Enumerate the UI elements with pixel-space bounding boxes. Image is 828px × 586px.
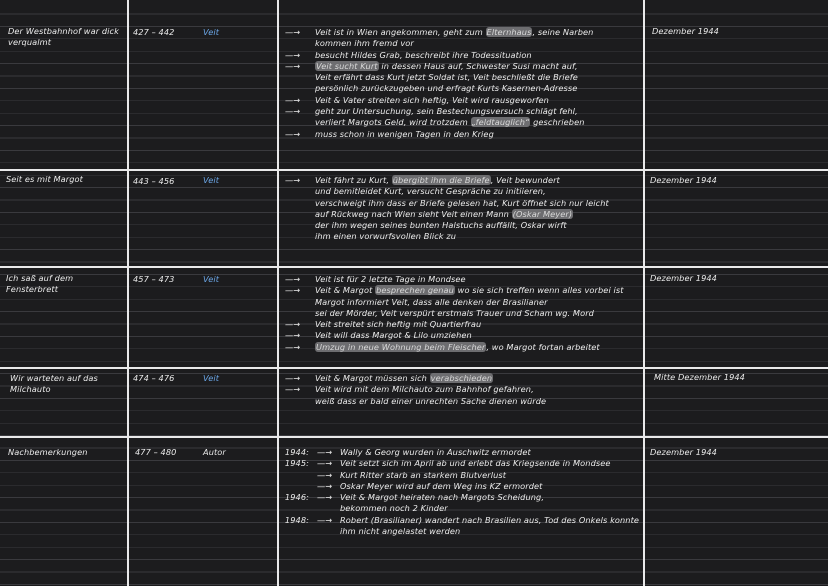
arrow-right-icon: —→: [317, 492, 333, 503]
event-line: [281, 61, 593, 72]
event-text: Veit & Vater streiten sich heftig, Veit wird rausgeworfen: [315, 94, 549, 105]
column-divider: [127, 0, 129, 586]
row-divider: [0, 266, 828, 268]
event-line: [281, 95, 593, 106]
event-text: Robert (Brasilianer) wandert nach Brasilien aus, Tod des Onkels konnte: [340, 514, 640, 525]
event-line: [281, 83, 593, 94]
chapter-title: Wir warteten auf das Milchauto: [10, 373, 98, 395]
event-list: [281, 274, 624, 353]
event-text: ihm nicht angelastet werden: [340, 526, 461, 537]
event-text: wo sie sich treffen wenn alles vorbei ist: [454, 285, 624, 296]
arrow-right-icon: —→: [317, 480, 333, 491]
page-range: 474 – 476: [133, 373, 175, 383]
page-range: 477 – 480: [135, 447, 177, 457]
time-period: Mitte Dezember 1944: [654, 372, 745, 382]
event-line: [281, 38, 593, 49]
arrow-right-icon: —→: [285, 49, 301, 60]
event-text: Veit ist in Wien angekommen, geht zum: [315, 27, 486, 37]
event-text: Veit streitet sich heftig mit Quartierfrau: [315, 319, 482, 330]
event-text: muss schon in wenigen Tagen in den Krieg: [315, 128, 494, 139]
chapter-title: Ich saß auf dem Fensterbrett: [6, 273, 74, 295]
event-line: [281, 373, 546, 384]
event-line: [281, 274, 624, 285]
highlighted-text: (Oskar Meyer): [512, 208, 573, 219]
chapter-title: Seit es mit Margot: [6, 174, 83, 184]
event-line: [313, 481, 639, 492]
event-text: und bemitleidet Kurt, versucht Gespräche zu initiieren,: [315, 186, 546, 197]
arrow-right-icon: —→: [285, 128, 301, 139]
arrow-right-icon: —→: [285, 106, 301, 117]
row-divider: [0, 169, 828, 171]
event-list: [284, 447, 640, 537]
column-divider: [277, 0, 279, 586]
event-list: [281, 27, 593, 140]
event-text: Kurt Ritter starb an starkem Blutverlust: [340, 469, 507, 480]
event-line: [284, 514, 640, 526]
event-text: ihm einen vorwurfsvollen Blick zu: [315, 231, 457, 242]
event-text: Veit ist für 2 letzte Tage in Mondsee: [315, 274, 466, 284]
arrow-right-icon: —→: [285, 384, 301, 395]
event-line: [281, 209, 609, 220]
event-year: 1944:: [284, 447, 309, 457]
highlighted-text: Umzug in neue Wohnung beim Fleischer: [316, 341, 486, 352]
time-period: Dezember 1944: [652, 26, 719, 36]
event-year: 1945:: [284, 458, 309, 469]
arrow-right-icon: —→: [285, 274, 301, 284]
page-range: 443 – 456: [133, 176, 175, 186]
arrow-right-icon: —→: [317, 458, 333, 469]
event-text: besucht Hildes Grab, beschreibt ihre Todessituation: [315, 49, 532, 60]
event-line: [281, 72, 593, 83]
event-line: [281, 231, 609, 242]
event-text: geschrieben: [530, 117, 585, 128]
row-divider: [0, 436, 828, 438]
event-text: Oskar Meyer wird auf dem Weg ins KZ ermordet: [340, 480, 543, 491]
event-text: in dessen Haus auf, Schwester Susi macht auf,: [378, 60, 578, 71]
narrator: Veit: [203, 175, 220, 185]
arrow-right-icon: —→: [317, 469, 333, 480]
event-text: , wo Margot fortan arbeitet: [486, 341, 600, 352]
narrator: Veit: [203, 274, 220, 284]
event-line: [281, 27, 593, 38]
highlighted-text: Veit sucht Kurt: [316, 60, 378, 71]
page-range: 457 – 473: [133, 274, 175, 284]
highlighted-text: verabschieden: [430, 373, 493, 383]
event-line: [313, 526, 639, 537]
event-line: [313, 503, 639, 514]
highlighted-text: besprechen genau: [376, 285, 454, 296]
event-line: [281, 175, 609, 186]
event-line: [281, 297, 624, 308]
arrow-right-icon: —→: [285, 175, 301, 185]
event-text: Veit & Margot müssen sich: [315, 373, 430, 383]
event-line: [281, 186, 609, 197]
column-divider: [643, 0, 645, 586]
arrow-right-icon: —→: [285, 27, 301, 37]
event-line: [281, 384, 546, 395]
highlighted-text: „feldtauglich“: [471, 117, 530, 128]
event-text: Margot informiert Veit, dass alle denken der Brasilianer: [315, 296, 548, 307]
event-text: Veit erfährt dass Kurt jetzt Soldat ist, Veit beschließt die Briefe: [315, 72, 578, 83]
chapter-title: Der Westbahnhof war dick verqualmt: [8, 26, 119, 48]
narrator: Veit: [203, 27, 220, 37]
event-line: [281, 330, 624, 341]
event-text: verschweigt ihm dass er Briefe gelesen hat, Kurt öffnet sich nur leicht: [315, 197, 609, 208]
event-text: Veit setzt sich im April ab und erlebt das Kriegsende in Mondsee: [340, 458, 611, 469]
event-text: der ihm wegen seines bunten Halstuchs auffällt, Oskar wirft: [315, 220, 567, 231]
page-range: 427 – 442: [133, 27, 175, 37]
event-list: [281, 175, 609, 243]
event-text: , seine Narben: [532, 27, 594, 37]
chapter-title: Nachbemerkungen: [8, 447, 88, 457]
event-line: [281, 396, 546, 407]
event-line: [281, 342, 624, 353]
time-period: Dezember 1944: [650, 273, 717, 283]
arrow-right-icon: —→: [285, 373, 301, 383]
event-year: 1948:: [284, 514, 309, 525]
event-text: Wally & Georg wurden in Auschwitz ermordet: [340, 447, 531, 457]
event-text: Veit will dass Margot & Lilo umziehen: [315, 330, 472, 341]
event-text: sei der Mörder, Veit verspürt erstmals Trauer und Scham wg. Mord: [315, 307, 594, 318]
highlighted-text: übergibt ihm die Briefe: [392, 175, 490, 185]
arrow-right-icon: —→: [317, 514, 333, 525]
event-text: weiß dass er bald einer unrechten Sache dienen würde: [315, 395, 547, 406]
arrow-right-icon: —→: [285, 330, 301, 341]
narrator: Autor: [203, 447, 226, 457]
highlighted-text: Elternhaus: [486, 27, 532, 37]
event-text: persönlich zurückzugeben und erfragt Kurts Kasernen-Adresse: [315, 83, 578, 94]
time-period: Dezember 1944: [650, 175, 717, 185]
event-line: [281, 220, 609, 231]
event-line: [281, 106, 593, 117]
event-line: [281, 285, 624, 296]
arrow-right-icon: —→: [285, 60, 301, 71]
event-text: , Veit bewundert: [490, 175, 560, 185]
event-line: [281, 129, 593, 140]
event-line: [281, 319, 624, 330]
event-text: bekommen noch 2 Kinder: [340, 503, 448, 514]
event-list: [281, 373, 546, 407]
arrow-right-icon: —→: [285, 319, 301, 330]
event-text: verliert Margots Geld, wird trotzdem: [315, 117, 471, 128]
event-text: Veit wird mit dem Milchauto zum Bahnhof gefahren,: [315, 384, 534, 395]
event-text: Veit & Margot: [315, 285, 376, 296]
event-text: Veit fährt zu Kurt,: [315, 175, 392, 185]
time-period: Dezember 1944: [650, 447, 717, 457]
event-line: [281, 308, 624, 319]
arrow-right-icon: —→: [285, 94, 301, 105]
arrow-right-icon: —→: [285, 285, 301, 296]
event-year: 1946:: [284, 492, 309, 503]
event-text: kommen ihm fremd vor: [315, 38, 414, 49]
event-text: geht zur Untersuchung, sein Bestechungsversuch schlägt fehl,: [315, 106, 578, 117]
event-line: [284, 447, 639, 458]
narrator: Veit: [203, 373, 220, 383]
arrow-right-icon: —→: [317, 447, 333, 457]
event-line: [284, 458, 639, 469]
event-text: Veit & Margot heiraten nach Margots Scheidung,: [340, 492, 545, 503]
arrow-right-icon: —→: [285, 341, 301, 352]
event-line: [281, 198, 609, 209]
row-divider: [0, 367, 828, 369]
event-line: [313, 470, 639, 481]
event-text: auf Rückweg nach Wien sieht Veit einen Mann: [315, 208, 512, 219]
event-line: [281, 50, 593, 61]
event-line: [281, 117, 593, 128]
event-line: [284, 492, 639, 503]
